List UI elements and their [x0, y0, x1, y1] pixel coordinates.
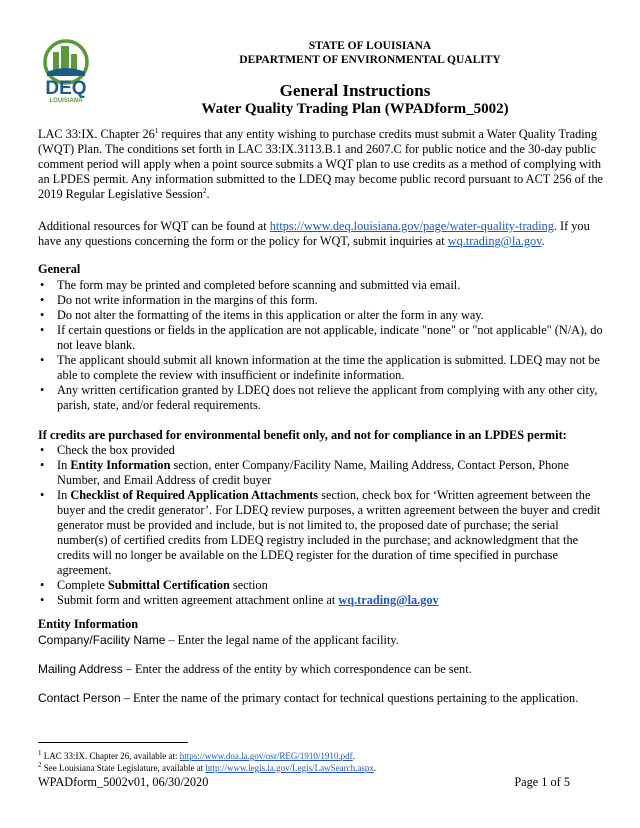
- list-item: • In Entity Information section, enter Company/Facility Name, Mailing Address, Contact Person, Phone Number, and Email Address of credit buyer: [38, 458, 606, 488]
- intro-paragraph: LAC 33:IX. Chapter $26^1$ requires that any entity wishing to purchase credits must submit a Water Quality Trading (WQT) Plan. The conditions set forth in LAC 33:IX.3113.B.1 and 2607.C for public notice and the 30-day public comment period will apply when a point source submits a WQT plan to use credits as a method of complying with an LPDES permit. Any information submitted to the LDEQ may become public record pursuant to ACT 256 of the 2019 Regular Legislative Session$^2$.: [38, 126, 603, 201]
- footnote-ref-1: 1: [154, 126, 159, 135]
- list-item: • In Checklist of Required Application Attachments section, check box for ‘Written agreement between the buyer and the credit generator’. For LDEQ review purposes, a written agreement between the buyer and credit generator must be provided and include, but is not limited to, the proposed date of purchase; the serial number(s) of certified credits from LDEQ registry included in the purchase; and acknowledgment that the credits will no longer be available on the LDEQ register for the duration of time specified in purchase agreement.: [38, 488, 606, 578]
- list-item: • Any written certification granted by LDEQ does not relieve the applicant from complying with any other city, parish, state, and/or federal requirements.: [38, 383, 606, 413]
- footnote-divider: [38, 742, 188, 743]
- logo-text: DEQ: [45, 78, 87, 99]
- list-item: • The applicant should submit all known information at the time the application is submitted. LDEQ may not be able to complete the review with insufficient or indefinite information.: [38, 353, 606, 383]
- footnote-1-link[interactable]: https://www.doa.la.gov/osr/REG/1910/1910.pdf: [179, 751, 353, 761]
- contact-person-label: Contact Person: [38, 691, 121, 705]
- list-item: • Complete Submittal Certification section: [38, 578, 606, 593]
- footnote-2: $^2$ See Louisiana State Legislature, available at http://www.legis.la.gov/Legis/LawSearch.aspx.: [38, 761, 377, 773]
- list-item: • Do not alter the formatting of the items in this application or alter the form in any way.: [38, 308, 606, 323]
- page-title: General Instructions: [279, 81, 431, 100]
- entity-heading: Entity Information: [38, 617, 139, 631]
- list-item: • Do not write information in the margins of this form.: [38, 293, 606, 308]
- page-number: Page 1 of 5: [514, 775, 570, 789]
- page-subtitle: Water Quality Trading Plan (WPADform_5002): [201, 101, 509, 117]
- footnote-ref-2: 2: [202, 186, 207, 195]
- wqt-resources-link[interactable]: https://www.deq.louisiana.gov/page/water-quality-trading: [269, 219, 554, 233]
- list-item: • If certain questions or fields in the application are not applicable, indicate "none" or "not applicable" (N/A), do not leave blank.: [38, 323, 606, 353]
- mailing-address-label: Mailing Address: [38, 662, 123, 676]
- footnote-1: $^1$ LAC 33:IX. Chapter 26, available at: https://www.doa.la.gov/osr/REG/1910/1910.pdf.: [38, 749, 355, 761]
- wqt-email-link[interactable]: wq.trading@la.gov: [447, 234, 542, 248]
- general-heading: General: [38, 262, 81, 276]
- list-item: • Submit form and written agreement attachment online at wq.trading@la.gov: [38, 593, 606, 608]
- credits-list: [38, 443, 606, 608]
- department-heading: DEPARTMENT OF ENVIRONMENTAL QUALITY: [239, 54, 501, 66]
- deq-logo: [33, 38, 99, 104]
- list-item: • Check the box provided: [38, 443, 606, 458]
- resources-paragraph: Additional resources for WQT can be found at https://www.deq.louisiana.gov/page/water-quality-trading. If you have any questions concerning the form or the policy for WQT, submit inquiries at wq.trading@la.gov.: [38, 219, 590, 248]
- submit-email-link[interactable]: wq.trading@la.gov: [338, 593, 439, 607]
- entity-company-instruction: Company/Facility Name – Enter the legal name of the applicant facility.: [38, 633, 399, 647]
- entity-mailing-instruction: Mailing Address – Enter the address of the entity by which correspondence can be sent.: [38, 662, 472, 676]
- credits-heading: If credits are purchased for environmental benefit only, and not for compliance in an LPDES permit:: [38, 428, 567, 442]
- logo-subtext: LOUISIANA: [49, 98, 83, 104]
- footnote-2-link[interactable]: http://www.legis.la.gov/Legis/LawSearch.aspx: [205, 763, 374, 773]
- form-id: WPADform_5002v01, 06/30/2020: [38, 775, 209, 789]
- entity-contact-instruction: Contact Person – Enter the name of the primary contact for technical questions pertaining to the application.: [38, 691, 579, 705]
- company-facility-label: Company/Facility Name: [38, 633, 166, 647]
- list-item: • The form may be printed and completed before scanning and submitted via email.: [38, 278, 606, 293]
- page-footer: [38, 775, 606, 790]
- general-list: [38, 278, 606, 413]
- state-heading: STATE OF LOUISIANA: [308, 40, 432, 52]
